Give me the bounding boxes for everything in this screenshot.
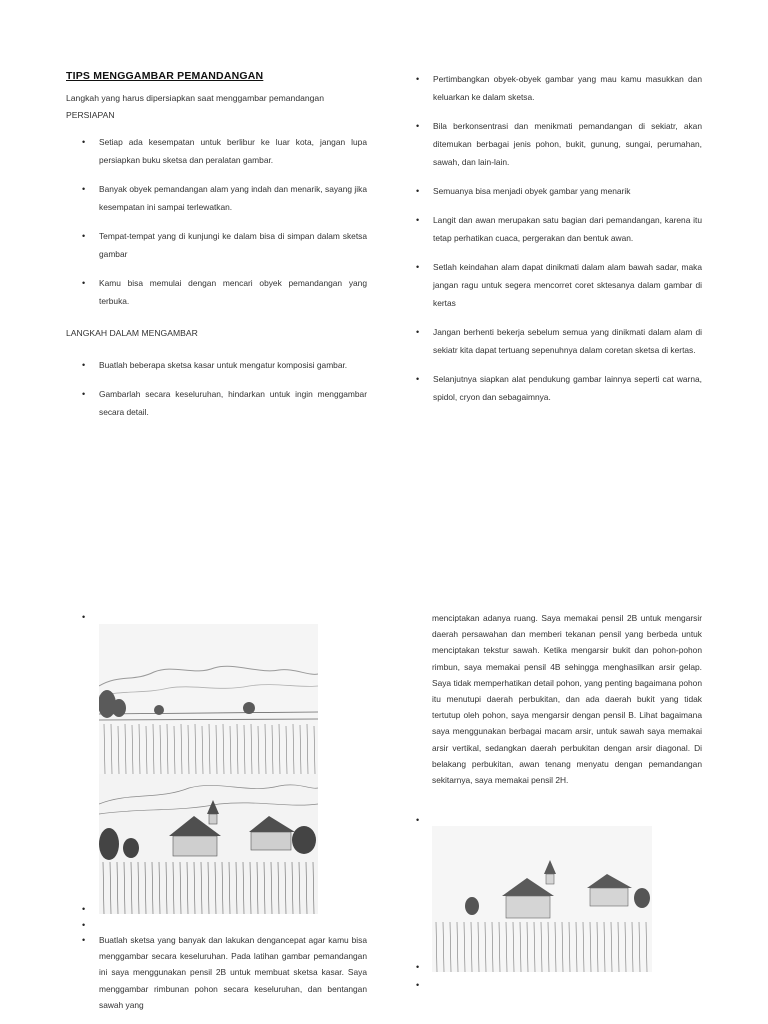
sketch-image-village-2 [432,826,652,972]
empty-bullet: • [82,920,86,930]
pencil-sketch-village [99,774,318,914]
sketch-image-hills [99,624,318,774]
list-item: • Semuanya bisa menjadi obyek gambar yang menarik [416,182,702,200]
section-langkah: LANGKAH DALAM MENGAMBAR [66,328,198,338]
pencil-sketch-hills [99,624,318,774]
list-item: • Setlah keindahan alam dapat dinikmati dalam alam bawah sadar, maka jangan ragu untuk segera mencorret coret sktesanya dalam gambar di kertas [416,258,702,312]
list-item: • Kamu bisa memulai dengan mencari obyek pemandangan yang terbuka. [82,274,367,310]
list-item: • Selanjutnya siapkan alat pendukung gambar lainnya seperti cat warna, spidol, cryon dan sebagaimnya. [416,370,702,406]
intro-line: Langkah yang harus dipersiapkan saat menggambar pemandangan [66,93,324,103]
list-item: • Buatlah beberapa sketsa kasar untuk mengatur komposisi gambar. [82,356,367,374]
sketch-image-village [99,774,318,914]
list-item: • Tempat-tempat yang di kunjungi ke dalam bisa di simpan dalam sketsa gambar [82,227,367,263]
empty-bullet: • [416,980,420,990]
list-item: • Pertimbangkan obyek-obyek gambar yang mau kamu masukkan dan keluarkan ke dalam sketsa. [416,70,702,106]
empty-bullet: • [416,962,420,972]
pencil-sketch-village-small [432,826,652,972]
list-item: • Bila berkonsentrasi dan menikmati pemandangan di sekiatr, akan ditemukan berbagai jenis pohon, bukit, gunung, sungai, perumahan, sawah, dan lain-lain. [416,117,702,171]
list-item: • Jangan berhenti bekerja sebelum semua yang dinikmati dalam alam di sekiatr kita dapat tertuang sepenuhnya dalam coretan sketsa di kertas. [416,323,702,359]
persiapan-list [82,133,367,321]
intro-text [66,90,376,124]
list-item: • Buatlah sketsa yang banyak dan lakukan dengancepat agar kamu bisa menggambar secara keseluruhan. Pada latihan gambar pemandangan ini saya menggunakan pensil 2B untuk membuat sketsa kasar. Saya menggambar rimbunan pohon secara keseluruhan, dan bentangan sawah yang [82,932,367,1013]
langkah-list [82,356,367,432]
empty-bullet: • [82,904,86,914]
page-title: TIPS MENGGAMBAR PEMANDANGAN [66,70,264,82]
section-persiapan: PERSIAPAN [66,110,115,120]
right-list [416,70,702,417]
empty-bullet: • [82,612,86,622]
list-item: • Gambarlah secara keseluruhan, hindarkan untuk ingin menggambar secara detail. [82,385,367,421]
empty-bullet: • [416,815,420,825]
lower-left-list [82,932,367,1024]
list-item: • Banyak obyek pemandangan alam yang indah dan menarik, sayang jika kesempatan ini sampai terlewatkan. [82,180,367,216]
list-item: • Setiap ada kesempatan untuk berlibur ke luar kota, jangan lupa persiapkan buku sketsa dan peralatan gambar. [82,133,367,169]
list-item: • Langit dan awan merupakan satu bagian dari pemandangan, karena itu tetap perhatikan cuaca, pergerakan dan bentuk awan. [416,211,702,247]
continued-paragraph: menciptakan adanya ruang. Saya memakai pensil 2B untuk mengarsir daerah persawahan dan memberi tekanan pensil yang berbeda untuk menciptakan tekstur sawah. Ketika mengarsir bukit dan pohon-pohon rimbun, saya memakai pensil 4B sehingga menghasilkan arsir gelap. Saya tidak memperhatikan detail pohon, yang penting bagaimana pohon itu menutupi daerah perbukitan, dan ada daerah bukit yang tidak tertutup oleh pohon, saya mengarsir dengan pensil B. Lihat bagaimana saya menggunakan berbagai macam arsir, untuk sawah saya memakai arsir vertikal, sedangkan daerah perbukitan dengan arsir diagonal. Di belakang perbukitan, awan tenang menyatu dengan pemandangan sekitarnya, saya memakai pensil 2H. [432,613,702,786]
